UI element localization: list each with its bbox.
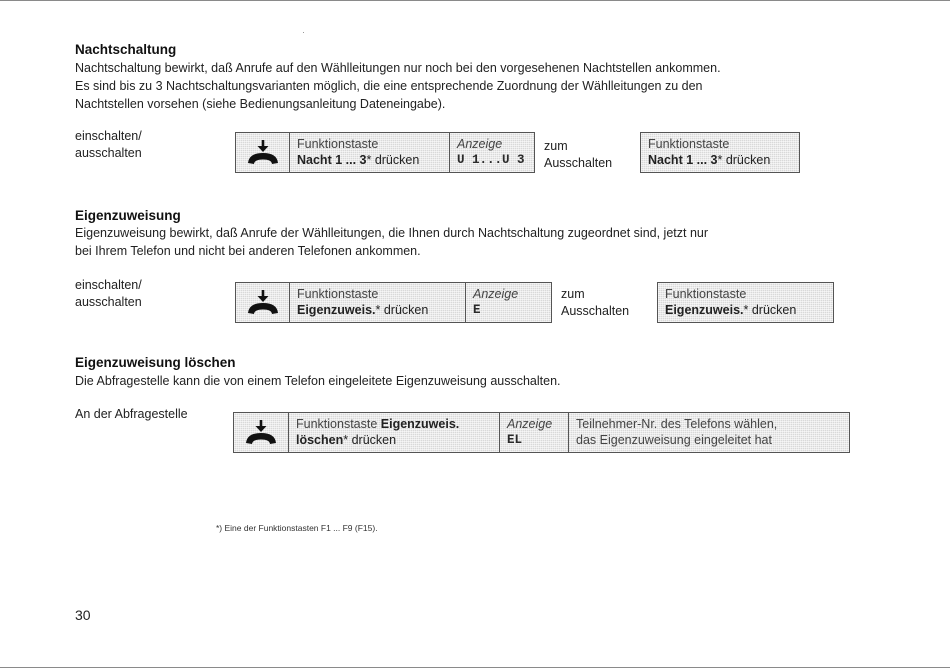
action-suffix: * drücken <box>343 433 397 447</box>
action-line-2 <box>296 432 499 448</box>
zum-ausschalten-text <box>544 138 612 172</box>
action-suffix: * drücken <box>743 303 797 317</box>
action-prefix: Funktionstaste <box>296 417 381 431</box>
label-line: einschalten/ <box>75 129 142 143</box>
action-line-1: Teilnehmer-Nr. des Telefons wählen, <box>576 417 778 431</box>
action-suffix: * drücken <box>717 153 771 167</box>
action-cell <box>289 133 449 172</box>
zum-line: zum <box>561 287 585 301</box>
action-line-2 <box>648 152 799 168</box>
section-heading-eigenzuweisung: Eigenzuweisung <box>75 208 181 223</box>
action-cell <box>658 283 833 322</box>
display-value: U 1...U 3 <box>457 153 525 167</box>
zum-line: Ausschalten <box>544 156 613 170</box>
speck <box>303 32 304 33</box>
section-heading-eigenzuweisung-loeschen: Eigenzuweisung löschen <box>75 355 236 370</box>
einschalten-label <box>75 128 142 162</box>
label-line: einschalten/ <box>75 278 142 292</box>
action-line-1: Funktionstaste <box>665 287 747 301</box>
action-suffix: * drücken <box>366 153 420 167</box>
function-key-name-cont: löschen <box>296 433 344 447</box>
einschalten-label <box>75 277 142 311</box>
function-key-name: Eigenzuweis. <box>665 303 744 317</box>
instruction-box-nacht-off <box>640 132 800 173</box>
section-text-eigenzuweisung <box>75 224 875 260</box>
action-cell <box>288 413 499 452</box>
action-line-1: Funktionstaste <box>648 137 730 151</box>
action-line-1 <box>296 416 499 432</box>
text-line: Es sind bis zu 3 Nachtschaltungsvarianten möglich, die eine entsprechende Zuordnung der Wählleitungen zu den <box>75 79 703 93</box>
text-line: Eigenzuweisung bewirkt, daß Anrufe der Wählleitungen, die Ihnen durch Nachtschaltung zugeordnet sind, jetzt nur <box>75 226 709 240</box>
handset-lift-icon <box>236 283 289 322</box>
action-line-1: Funktionstaste <box>297 137 379 151</box>
text-line: Nachtschaltung bewirkt, daß Anrufe auf den Wählleitungen nur noch bei den vorgesehenen Nachtstellen ankommen. <box>75 61 721 75</box>
action-cell <box>641 133 799 172</box>
handset-lift-icon <box>234 413 288 452</box>
display-label: Anzeige <box>507 417 553 431</box>
instruction-box-eigen-off <box>657 282 834 323</box>
display-cell <box>449 133 534 172</box>
display-cell <box>499 413 568 452</box>
action-line-2 <box>297 152 449 168</box>
display-value: E <box>473 303 481 317</box>
function-key-name: Nacht 1 ... 3 <box>297 153 367 167</box>
instruction-box-nacht-on <box>235 132 535 173</box>
text-line: bei Ihrem Telefon und nicht bei anderen Telefonen ankommen. <box>75 244 421 258</box>
zum-ausschalten-text <box>561 286 629 320</box>
label-line: ausschalten <box>75 146 142 160</box>
action-line-1: Funktionstaste <box>297 287 379 301</box>
zum-line: zum <box>544 139 568 153</box>
section-heading-nachtschaltung: Nachtschaltung <box>75 42 177 57</box>
display-value: EL <box>507 433 523 447</box>
function-key-name: Nacht 1 ... 3 <box>648 153 718 167</box>
action-line-2 <box>665 302 833 318</box>
function-key-name: Eigenzuweis. <box>297 303 376 317</box>
top-rule <box>0 0 950 1</box>
footnote: *) Eine der Funktionstasten F1 ... F9 (F15). <box>216 523 378 533</box>
action-line-2: das Eigenzuweisung eingeleitet hat <box>576 433 772 447</box>
function-key-name: Eigenzuweis. <box>380 417 460 431</box>
display-cell <box>465 283 551 322</box>
label-line: ausschalten <box>75 295 142 309</box>
page-number: 30 <box>75 607 91 623</box>
section-text-eigenzuweisung-loeschen <box>75 372 875 390</box>
bottom-rule <box>0 667 950 668</box>
section-text-nachtschaltung <box>75 59 875 113</box>
instruction-box-eigen-loeschen <box>233 412 850 453</box>
text-line: Nachtstellen vorsehen (siehe Bedienungsanleitung Dateneingabe). <box>75 97 446 111</box>
instruction-box-eigen-on <box>235 282 552 323</box>
zum-line: Ausschalten <box>561 304 630 318</box>
abfragestelle-label: An der Abfragestelle <box>75 407 188 421</box>
dial-action-cell <box>568 413 849 452</box>
handset-lift-icon <box>236 133 289 172</box>
action-suffix: * drücken <box>375 303 429 317</box>
display-label: Anzeige <box>473 287 519 301</box>
action-line-2 <box>297 302 465 318</box>
text-line: Die Abfragestelle kann die von einem Telefon eingeleitete Eigenzuweisung ausschalten. <box>75 374 561 388</box>
display-label: Anzeige <box>457 137 503 151</box>
action-cell <box>289 283 465 322</box>
